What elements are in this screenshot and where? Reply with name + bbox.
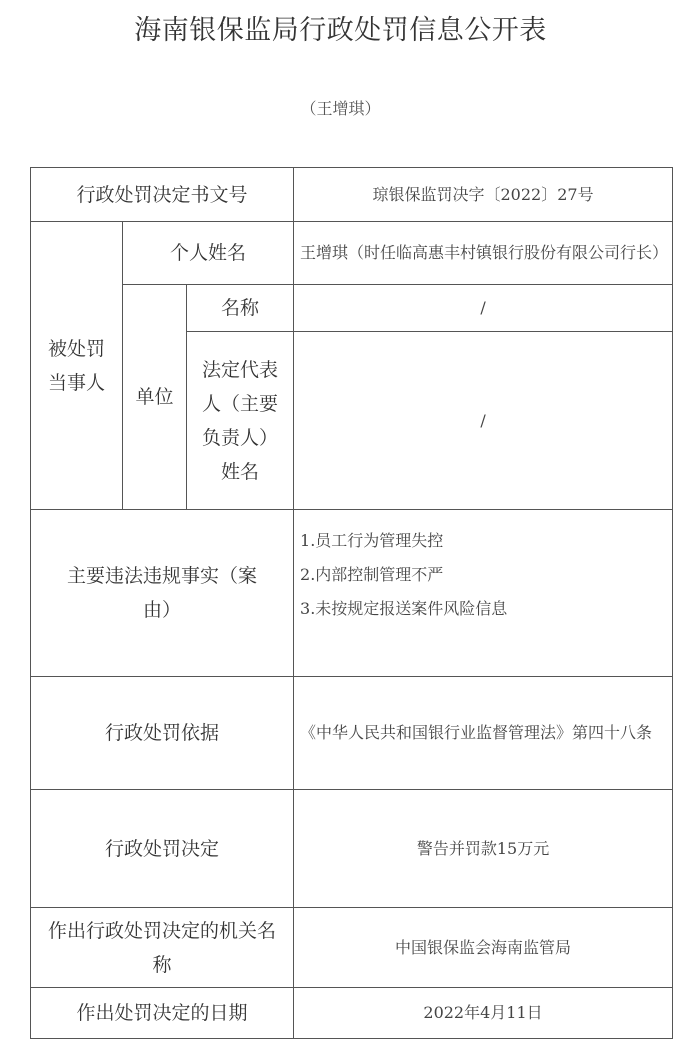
authority-label: 作出行政处罚决定的机关名称 <box>31 908 294 988</box>
legal-rep-value: / <box>294 332 673 510</box>
row-authority <box>31 908 673 988</box>
unit-name-value: / <box>294 285 673 332</box>
row-basis <box>31 677 673 790</box>
row-unit-name <box>31 285 673 332</box>
row-date <box>31 988 673 1039</box>
row-individual-name <box>31 222 673 285</box>
row-decision <box>31 790 673 908</box>
authority-value: 中国银保监会海南监管局 <box>294 908 673 988</box>
party-label: 被处罚当事人 <box>31 222 123 510</box>
unit-label: 单位 <box>123 285 187 510</box>
unit-name-label: 名称 <box>187 285 294 332</box>
page-title: 海南银保监局行政处罚信息公开表 <box>134 15 547 46</box>
date-value: 2022年4月11日 <box>294 988 673 1039</box>
doc-number-value: 琼银保监罚决字〔2022〕27号 <box>294 168 673 222</box>
date-label: 作出处罚决定的日期 <box>31 988 294 1039</box>
facts-label: 主要违法违规事实（案由） <box>31 510 294 677</box>
penalty-info-table <box>30 167 673 1039</box>
fact-item: 1.员工行为管理失控 <box>300 531 444 550</box>
decision-label: 行政处罚决定 <box>31 790 294 908</box>
doc-number-label: 行政处罚决定书文号 <box>31 168 294 222</box>
facts-list <box>294 510 673 677</box>
individual-name-value: 王增琪（时任临高惠丰村镇银行股份有限公司行长） <box>294 222 673 285</box>
row-facts <box>31 510 673 677</box>
row-doc-number <box>31 168 673 222</box>
basis-value: 《中华人民共和国银行业监督管理法》第四十八条 <box>294 677 673 790</box>
legal-rep-label: 法定代表人（主要负责人）姓名 <box>187 332 294 510</box>
fact-item: 2.内部控制管理不严 <box>300 565 444 584</box>
decision-value: 警告并罚款15万元 <box>294 790 673 908</box>
fact-item: 3.未按规定报送案件风险信息 <box>300 599 508 618</box>
basis-label: 行政处罚依据 <box>31 677 294 790</box>
page-subtitle: （王增琪） <box>300 99 381 118</box>
individual-name-label: 个人姓名 <box>123 222 294 285</box>
